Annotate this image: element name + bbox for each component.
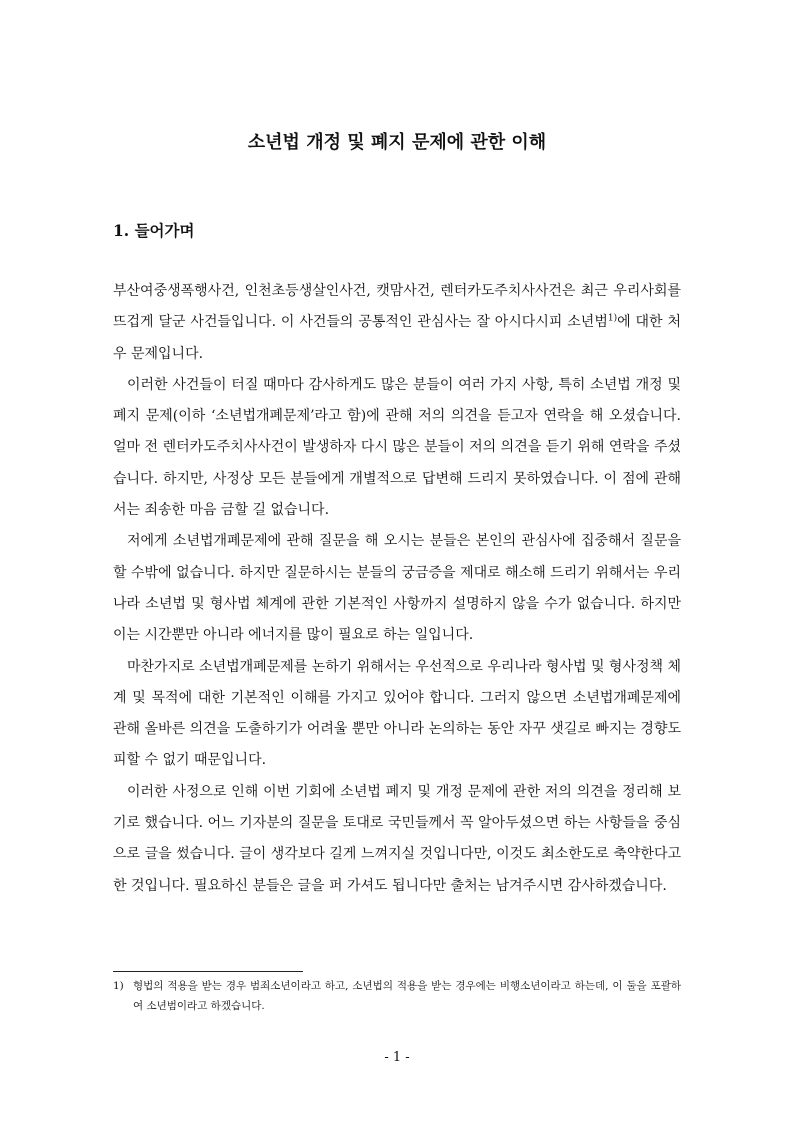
paragraph-1 [113,276,681,370]
paragraph-1-text-before: 부산여중생폭행사건, 인천초등생살인사건, 캣맘사건, 렌터카도주치사사건은 최근 우리사회를 뜨겁게 달군 사건들입니다. 이 사건들의 공통적인 관심사는 잘 아시다시피 소년범 [113,283,681,331]
section-heading: 1. 들어가며 [113,221,195,240]
footnote-text: 형법의 적용을 받는 경우 범죄소년이라고 하고, 소년법의 적용을 받는 경우에는 비행소년이라고 하는데, 이 둘을 포괄하여 소년범이라고 하겠습니다. [133,980,681,1012]
footnote [113,976,681,1016]
document-title: 소년법 개정 및 폐지 문제에 관한 이해 [247,132,547,153]
paragraph-5: 이러한 사정으로 인해 이번 기회에 소년법 폐지 및 개정 문제에 관한 저의 의견을 정리해 보기로 했습니다. 어느 기자분의 질문을 토대로 국민들께서 꼭 알아두셨으면 하는 사항들을 중심으로 글을 썼습니다. 글이 생각보다 길게 느껴지실 것입니다만, 이것도 최소한도로 축약한다고 한 것입니다. 필요하신 분들은 글을 퍼 가셔도 됩니다만 출처는 남겨주시면 감사하겠습니다. [113,783,681,894]
footnote-divider [113,971,303,972]
footnote-label: 1) [113,980,124,992]
paragraph-2: 이러한 사건들이 터질 때마다 감사하게도 많은 분들이 여러 가지 사항, 특히 소년법 개정 및 폐지 문제(이하 ‘소년법개폐문제’라고 함)에 관해 저의 의견을 듣고자 연락을 해 오셨습니다. 얼마 전 렌터카도주치사사건이 발생하자 다시 많은 분들이 저의 의견을 듣기 위해 연락을 주셨습니다. 하지만, 사정상 모든 분들에게 개별적으로 답변해 드리지 못하였습니다. 이 점에 관해서는 죄송한 마음 금할 길 없습니다. [113,376,681,519]
page-number: - 1 - [384,1050,410,1065]
paragraph-3: 저에게 소년법개폐문제에 관해 질문을 해 오시는 분들은 본인의 관심사에 집중해서 질문을 할 수밖에 없습니다. 하지만 질문하시는 분들의 궁금증을 제대로 해소해 드리기 위해서는 우리나라 소년법 및 형사법 체계에 관한 기본적인 사항까지 설명하지 않을 수가 없습니다. 하지만 이는 시간뿐만 아니라 에너지를 많이 필요로 하는 일입니다. [113,533,681,644]
paragraph-4: 마찬가지로 소년법개폐문제를 논하기 위해서는 우선적으로 우리나라 형사법 및 형사정책 체계 및 목적에 대한 기본적인 이해를 가지고 있어야 합니다. 그러지 않으면 소년법개폐문제에 관해 올바른 의견을 도출하기가 어려울 뿐만 아니라 논의하는 동안 자꾸 샛길로 빠지는 경향도 피할 수 없기 때문입니다. [113,658,681,769]
paragraph-1-text-after: 에 대한 처우 문제입니다. [113,314,682,362]
footnote-reference[interactable]: 1) [607,313,618,324]
body-text [113,276,681,902]
